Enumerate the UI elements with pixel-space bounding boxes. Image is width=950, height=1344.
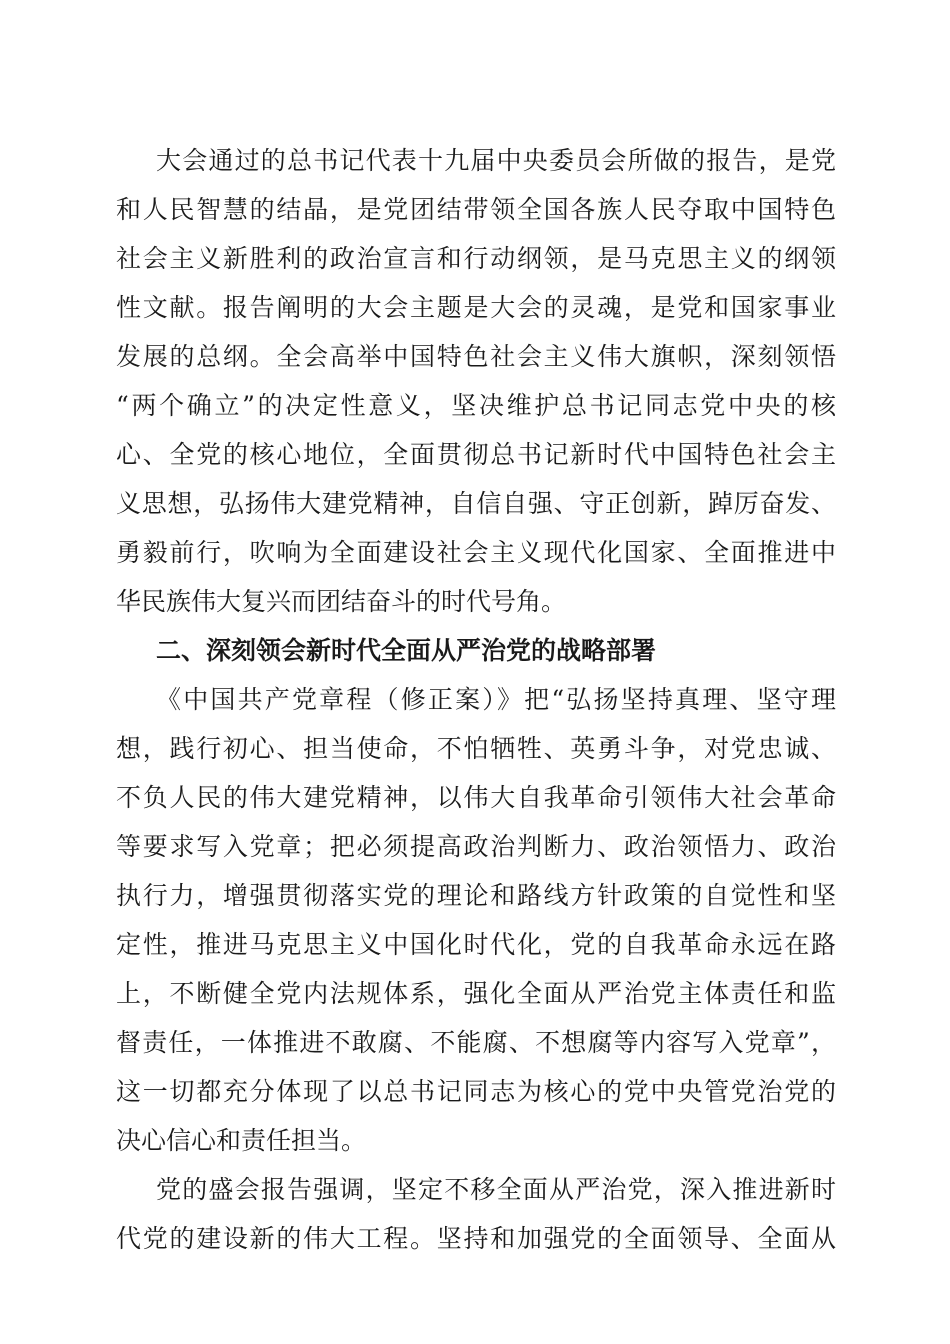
paragraph-2-line-9: 这一切都充分体现了以总书记同志为核心的党中央管党治党的 (116, 1077, 836, 1106)
paragraph-3-line-1: 党的盛会报告强调，坚定不移全面从严治党，深入推进新时 (156, 1175, 836, 1204)
paragraph-1-line-9: 勇毅前行，吹响为全面建设社会主义现代化国家、全面推进中 (116, 538, 836, 567)
paragraph-1-line-7: 心、全党的核心地位，全面贯彻总书记新时代中国特色社会主 (116, 440, 836, 469)
paragraph-2-line-4: 等要求写入党章；把必须提高政治判断力、政治领悟力、政治 (116, 832, 836, 861)
paragraph-2-line-2: 想，践行初心、担当使命，不怕牺牲、英勇斗争，对党忠诚、 (116, 734, 836, 763)
paragraph-1-line-4: 性文献。报告阐明的大会主题是大会的灵魂，是党和国家事业 (116, 293, 836, 322)
paragraph-1-line-6: “两个确立”的决定性意义，坚决维护总书记同志党中央的核 (116, 391, 836, 420)
paragraph-1-line-5: 发展的总纲。全会高举中国特色社会主义伟大旗帜，深刻领悟 (116, 342, 836, 371)
paragraph-1-line-8: 义思想，弘扬伟大建党精神，自信自强、守正创新，踔厉奋发、 (116, 489, 836, 518)
paragraph-2-line-8: 督责任，一体推进不敢腐、不能腐、不想腐等内容写入党章”， (116, 1028, 836, 1057)
paragraph-2-line-6: 定性，推进马克思主义中国化时代化，党的自我革命永远在路 (116, 930, 836, 959)
paragraph-1-line-1: 大会通过的总书记代表十九届中央委员会所做的报告，是党 (156, 146, 836, 175)
paragraph-1-line-10: 华民族伟大复兴而团结奋斗的时代号角。 (116, 587, 567, 616)
paragraph-1-line-3: 社会主义新胜利的政治宣言和行动纲领，是马克思主义的纲领 (116, 244, 836, 273)
paragraph-2-line-1: 《中国共产党章程（修正案）》把“弘扬坚持真理、坚守理 (156, 685, 836, 714)
paragraph-2-line-10: 决心信心和责任担当。 (116, 1126, 367, 1155)
paragraph-1-line-2: 和人民智慧的结晶，是党团结带领全国各族人民夺取中国特色 (116, 195, 836, 224)
paragraph-3-line-2: 代党的建设新的伟大工程。坚持和加强党的全面领导、全面从 (116, 1224, 836, 1253)
paragraph-2-line-3: 不负人民的伟大建党精神，以伟大自我革命引领伟大社会革命 (116, 783, 836, 812)
paragraph-2-line-7: 上，不断健全党内法规体系，强化全面从严治党主体责任和监 (116, 979, 836, 1008)
paragraph-2-line-5: 执行力，增强贯彻落实党的理论和路线方针政策的自觉性和坚 (116, 881, 836, 910)
section-heading: 二、深刻领会新时代全面从严治党的战略部署 (156, 636, 657, 665)
